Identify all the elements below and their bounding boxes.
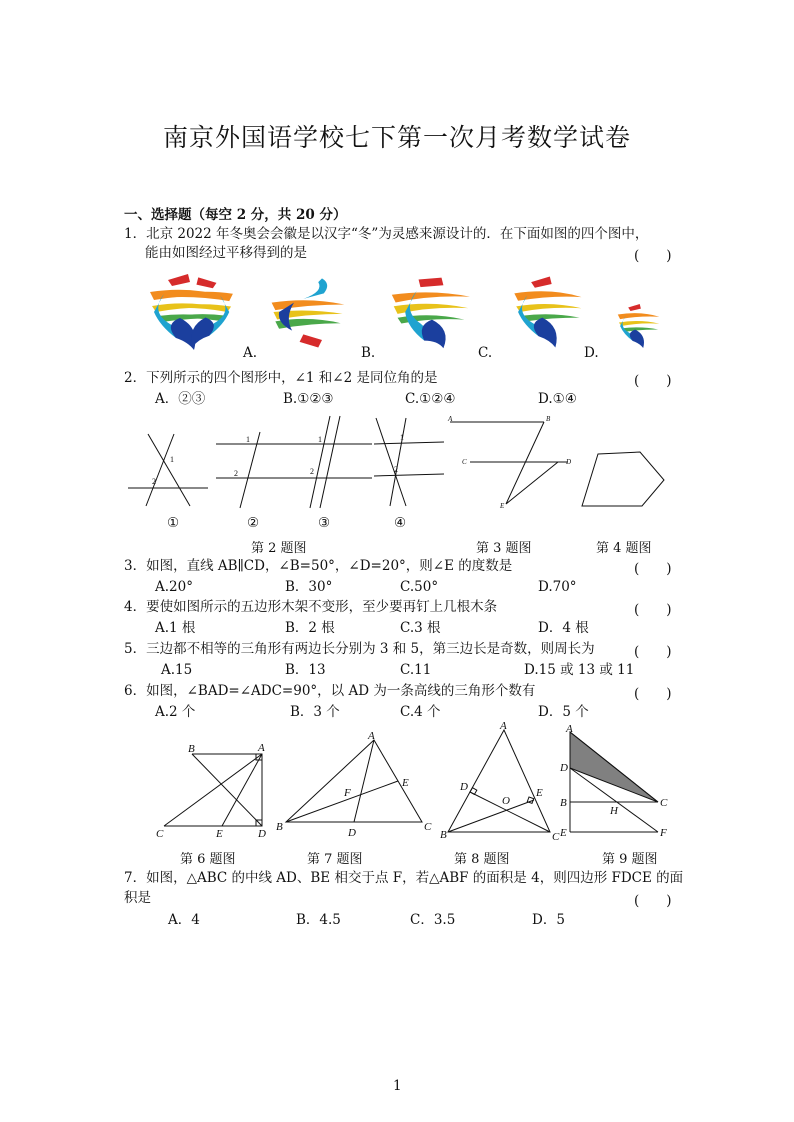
caption-fig8: 第 8 题图 bbox=[454, 852, 510, 867]
q1-line2: 能由如图经过平移得到的是 bbox=[145, 245, 307, 261]
svg-text:2: 2 bbox=[394, 465, 398, 474]
q3-option-a: A.20° bbox=[155, 579, 193, 595]
q2-figure-4-label: ④ bbox=[394, 515, 407, 531]
svg-text:1: 1 bbox=[318, 435, 322, 444]
svg-text:D: D bbox=[566, 458, 572, 466]
svg-text:A: A bbox=[368, 730, 375, 742]
q1-answer-paren: ( ) bbox=[634, 248, 672, 264]
q1-option-b-logo bbox=[266, 272, 350, 352]
svg-text:1: 1 bbox=[400, 433, 404, 442]
caption-fig6: 第 6 题图 bbox=[180, 852, 236, 867]
svg-text:A: A bbox=[448, 415, 453, 423]
page-title: 南京外国语学校七下第一次月考数学试卷 bbox=[162, 123, 631, 152]
svg-text:F: F bbox=[344, 787, 351, 799]
q6-figure bbox=[150, 740, 275, 840]
q5-option-c: C.11 bbox=[400, 662, 432, 678]
svg-text:1: 1 bbox=[246, 435, 250, 444]
svg-text:2: 2 bbox=[234, 469, 238, 478]
q1-line1: 1．北京 2022 年冬奥会会徽是以汉字“冬”为灵感来源设计的．在下面如图的四个图中， bbox=[124, 226, 649, 242]
q5-line1: 5．三边都不相等的三角形有两边长分别为 3 和 5，第三边长是奇数，则周长为 bbox=[124, 641, 595, 657]
q1-option-a-logo bbox=[160, 272, 242, 352]
q7-figure bbox=[272, 730, 437, 840]
q2-option-d: D.①④ bbox=[538, 391, 577, 407]
svg-text:F: F bbox=[660, 827, 667, 839]
q2-figure-3-label: ③ bbox=[318, 515, 331, 531]
svg-text:O: O bbox=[502, 795, 510, 807]
q3-figure bbox=[448, 414, 578, 510]
svg-text:A: A bbox=[500, 720, 507, 732]
page-number: 1 bbox=[393, 1078, 402, 1094]
q6-option-c: C.4 个 bbox=[400, 704, 441, 720]
q2-figure-1 bbox=[126, 430, 210, 510]
svg-text:H: H bbox=[610, 805, 618, 817]
svg-text:E: E bbox=[560, 827, 567, 839]
q2-answer-paren: ( ) bbox=[634, 373, 672, 389]
svg-text:B: B bbox=[546, 415, 551, 423]
q5-option-b: B．13 bbox=[285, 662, 326, 678]
q6-line1: 6．如图，∠BAD=∠ADC=90°，以 AD 为一条高线的三角形个数有 bbox=[124, 683, 536, 699]
caption-fig2: 第 2 题图 bbox=[251, 541, 307, 556]
q4-line1: 4．要使如图所示的五边形木架不变形，至少要再钉上几根木条 bbox=[124, 599, 498, 615]
svg-text:C: C bbox=[424, 821, 432, 833]
q4-answer-paren: ( ) bbox=[634, 602, 672, 618]
svg-text:D: D bbox=[348, 827, 356, 839]
q4-option-b: B．2 根 bbox=[285, 620, 335, 636]
caption-fig3: 第 3 题图 bbox=[476, 541, 532, 556]
q2-option-c: C.①②④ bbox=[405, 391, 456, 407]
svg-text:C: C bbox=[552, 831, 560, 843]
svg-text:D: D bbox=[460, 781, 468, 793]
q8-figure bbox=[440, 722, 570, 844]
q4-option-c: C.3 根 bbox=[400, 620, 441, 636]
q2-line1: 2．下列所示的四个图形中，∠1 和∠2 是同位角的是 bbox=[124, 370, 438, 386]
q7-answer-paren: ( ) bbox=[634, 893, 672, 909]
svg-text:D: D bbox=[560, 762, 568, 774]
svg-text:2: 2 bbox=[152, 477, 156, 486]
q1-option-a: A. bbox=[243, 345, 258, 361]
q1-option-c: C. bbox=[478, 345, 493, 361]
q2-option-a: A．②③ bbox=[155, 391, 206, 407]
q6-answer-paren: ( ) bbox=[634, 686, 672, 702]
svg-text:2: 2 bbox=[310, 467, 314, 476]
q5-answer-paren: ( ) bbox=[634, 644, 672, 660]
svg-text:E: E bbox=[216, 828, 223, 840]
svg-text:C: C bbox=[660, 797, 668, 809]
q3-answer-paren: ( ) bbox=[634, 561, 672, 577]
q4-pentagon-figure bbox=[578, 450, 668, 510]
svg-text:B: B bbox=[560, 797, 567, 809]
q6-option-a: A.2 个 bbox=[155, 704, 196, 720]
q4-option-d: D．4 根 bbox=[538, 620, 589, 636]
svg-text:E: E bbox=[402, 777, 409, 789]
svg-text:E: E bbox=[536, 787, 543, 799]
q1-option-e-logo-small bbox=[612, 302, 664, 350]
caption-fig7: 第 7 题图 bbox=[307, 852, 363, 867]
q7-option-c: C．3.5 bbox=[410, 912, 456, 928]
q7-option-b: B．4.5 bbox=[296, 912, 341, 928]
caption-fig4: 第 4 题图 bbox=[596, 541, 652, 556]
q7-line2: 积是 bbox=[124, 890, 151, 906]
q5-option-d: D.15 或 13 或 11 bbox=[524, 662, 635, 678]
q7-option-a: A．4 bbox=[168, 912, 200, 928]
svg-text:E: E bbox=[500, 502, 505, 510]
q3-option-d: D.70° bbox=[538, 579, 577, 595]
svg-text:1: 1 bbox=[170, 455, 174, 464]
svg-text:B: B bbox=[276, 821, 283, 833]
caption-fig9: 第 9 题图 bbox=[602, 852, 658, 867]
section-heading: 一、选择题（每空 2 分，共 20 分） bbox=[124, 207, 347, 223]
q1-option-b: B. bbox=[361, 345, 376, 361]
q1-option-d: D. bbox=[584, 345, 599, 361]
svg-text:B: B bbox=[188, 743, 195, 755]
q1-option-d-logo bbox=[505, 272, 589, 352]
q1-option-c-logo bbox=[388, 272, 474, 352]
q6-option-d: D．5 个 bbox=[538, 704, 589, 720]
q3-line1: 3．如图，直线 AB∥CD，∠B=50°，∠D=20°，则∠E 的度数是 bbox=[124, 558, 513, 574]
q6-option-b: B．3 个 bbox=[290, 704, 340, 720]
svg-text:A: A bbox=[566, 723, 573, 735]
svg-text:A: A bbox=[258, 742, 265, 754]
q4-option-a: A.1 根 bbox=[155, 620, 196, 636]
q3-option-b: B．30° bbox=[285, 579, 333, 595]
svg-text:C: C bbox=[462, 458, 467, 466]
q2-figure-4 bbox=[370, 414, 454, 510]
q2-option-b: B.①②③ bbox=[283, 391, 334, 407]
q5-option-a: A.15 bbox=[161, 662, 193, 678]
q2-figure-1-label: ① bbox=[167, 515, 180, 531]
svg-text:D: D bbox=[258, 828, 266, 840]
q2-figure-2-label: ② bbox=[247, 515, 260, 531]
q7-option-d: D．5 bbox=[532, 912, 565, 928]
svg-text:C: C bbox=[156, 828, 164, 840]
q2-figure-2 bbox=[214, 430, 298, 510]
q7-line1: 7．如图，△ABC 的中线 AD、BE 相交于点 F，若△ABF 的面积是 4，则四边形 FDCE 的面 bbox=[124, 870, 684, 886]
q3-option-c: C.50° bbox=[400, 579, 439, 595]
q2-figure-3 bbox=[290, 414, 374, 510]
q9-figure bbox=[558, 722, 678, 842]
svg-text:B: B bbox=[440, 829, 447, 841]
